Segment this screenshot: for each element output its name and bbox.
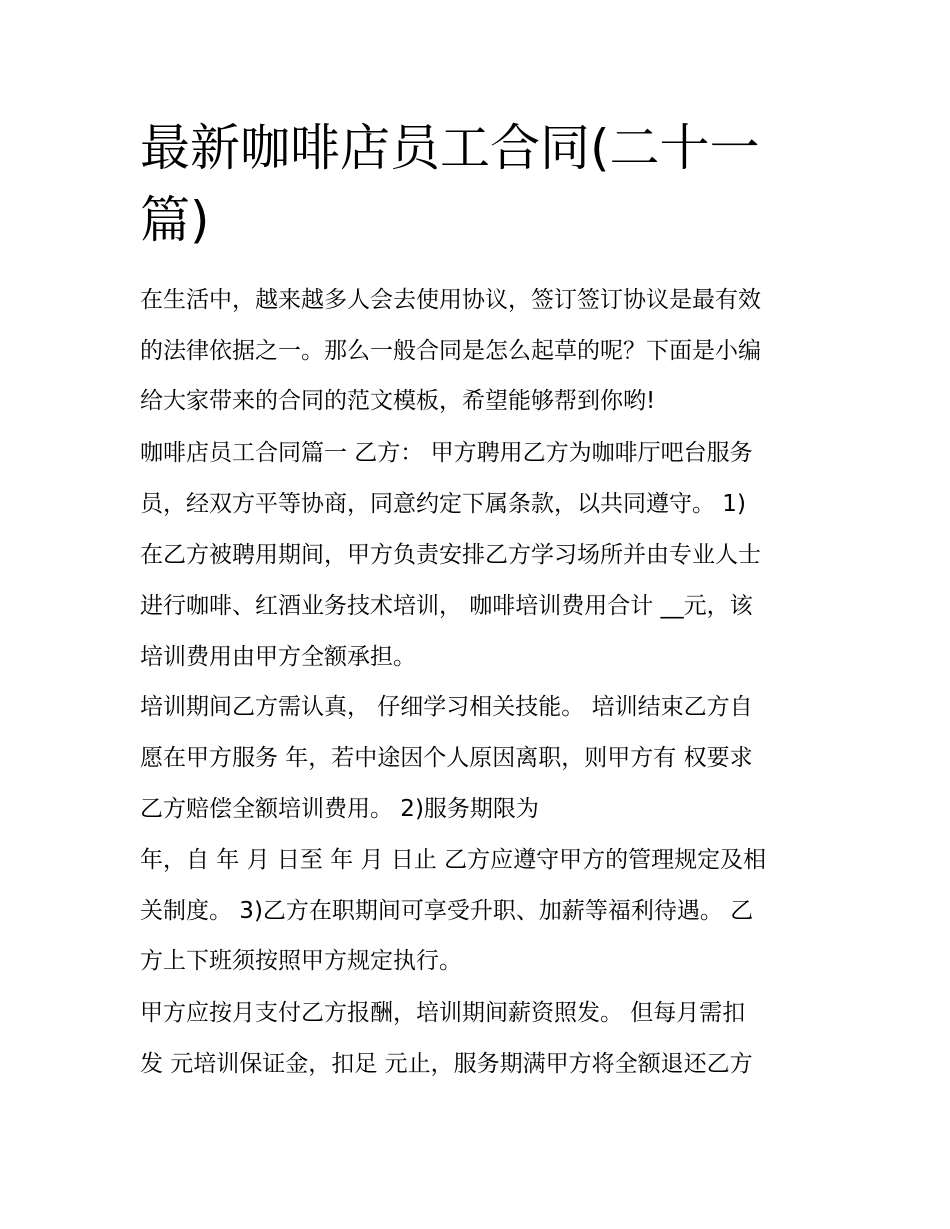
paragraph-line: 员，经双方平等协商，同意约定下属条款，以共同遵守。 1) (140, 491, 746, 517)
document-title: 最新咖啡店员工合同(二十一篇) (140, 119, 760, 249)
paragraph-line: 年，自 年 月 日至 年 月 日止 乙方应遵守甲方的管理规定及相 (140, 847, 767, 873)
paragraph-line: 愿在甲方服务 年，若中途因个人原因离职，则甲方有 权要求 (140, 745, 753, 771)
paragraph-line: 乙方赔偿全额培训费用。 2)服务期限为 (140, 796, 539, 822)
paragraph-line: 给大家带来的合同的范文模板，希望能够帮到你哟! (140, 388, 656, 414)
paragraph-line: 发 元培训保证金，扣足 元止，服务期满甲方将全额退还乙方 (140, 1051, 753, 1077)
paragraph-line: 方上下班须按照甲方规定执行。 (140, 948, 462, 974)
paragraph-line: 培训期间乙方需认真， 仔细学习相关技能。 培训结束乙方自 (140, 694, 753, 720)
paragraph-line: 培训费用由甲方全额承担。 (140, 644, 416, 670)
paragraph-line: 在乙方被聘用期间，甲方负责安排乙方学习场所并由专业人士 (140, 542, 761, 568)
paragraph-line: 在生活中，越来越多人会去使用协议，签订签订协议是最有效 (140, 287, 761, 313)
paragraph-line: 咖啡店员工合同篇一 乙方： 甲方聘用乙方为咖啡厅吧台服务 (140, 440, 753, 466)
paragraph-line: 甲方应按月支付乙方报酬，培训期间薪资照发。 但每月需扣 (140, 1000, 746, 1026)
paragraph-line: 的法律依据之一。那么一般合同是怎么起草的呢？下面是小编 (140, 338, 761, 364)
paragraph-line: 进行咖啡、红酒业务技术培训， 咖啡培训费用合计 __元，该 (140, 593, 753, 619)
paragraph-line: 关制度。 3)乙方在职期间可享受升职、加薪等福利待遇。 乙 (140, 898, 754, 924)
